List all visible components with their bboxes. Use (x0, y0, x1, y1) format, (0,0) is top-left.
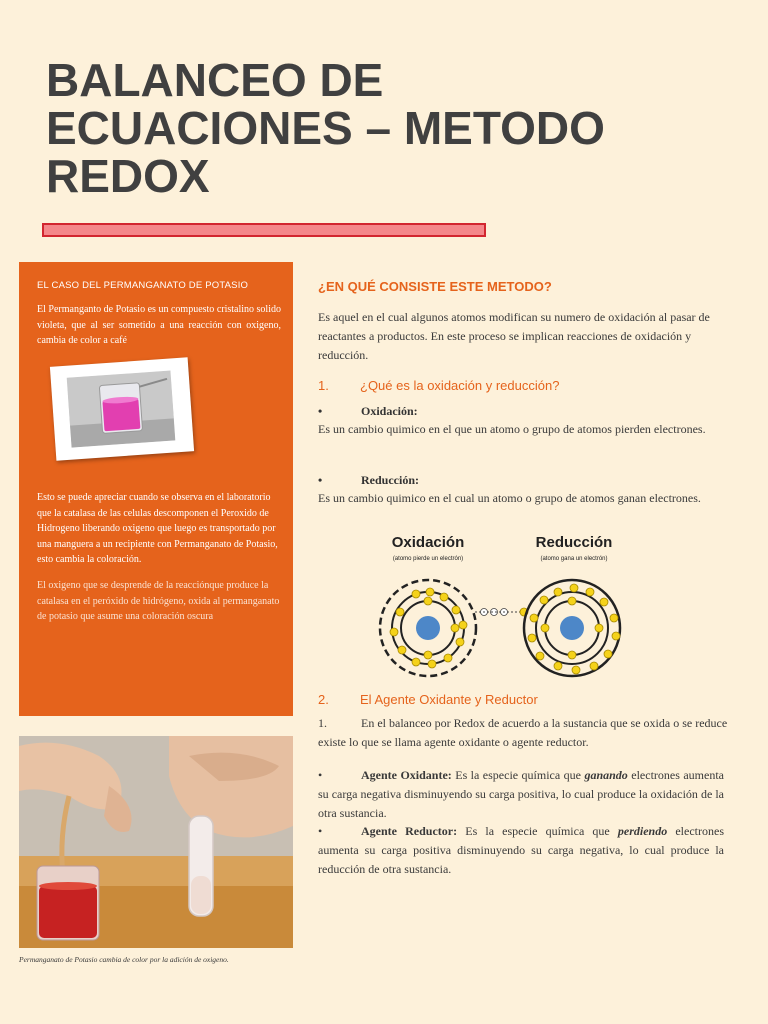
agente-reductor-paragraph (318, 822, 724, 879)
section-1-number: 1. (318, 378, 329, 393)
reduccion-term (318, 473, 738, 488)
agente-reductor-label: Agente Reductor: (361, 824, 458, 838)
agente-reductor-emph: perdiendo (617, 824, 668, 838)
sidebar-paragraph-3: El oxigeno que se desprende de la reacciónque produce la catalasa en el peróxido de hidrógeno, oxida al permanganato de potasio que asume una coloración oscura (37, 580, 280, 622)
section-2-title: El Agente Oxidante y Reductor (360, 692, 538, 707)
agente-oxidante-emph: ganando (584, 768, 628, 782)
section-1-heading (318, 378, 738, 393)
agente-oxidante-label: Agente Oxidante: (361, 768, 452, 782)
section-2-heading (318, 692, 738, 707)
beaker-photo (50, 357, 194, 460)
oxidizing-atom-icon (380, 580, 476, 676)
agente-oxidante-paragraph (318, 766, 724, 823)
section-2-number: 2. (318, 692, 329, 707)
sidebar-heading: EL CASO DEL PERMANGANATO DE POTASIO (37, 280, 249, 291)
sidebar-paragraph-1: El Permanganto de Potasio es un compuesto cristalino solido violeta, que al ser sometido a una reacción con oxigeno, cambia de color a café (37, 304, 281, 346)
title-line-3: REDOX (46, 150, 210, 202)
item-number: 1. (318, 716, 327, 730)
bullet-icon: • (318, 824, 323, 838)
sidebar-panel (19, 262, 293, 716)
reduccion-label: Reducción: (361, 473, 419, 487)
agente-reductor-pre: Es la especie química que (457, 824, 618, 838)
oxidacion-term (318, 404, 738, 419)
bullet-icon: • (318, 404, 323, 418)
bullet-icon: • (318, 473, 323, 487)
agente-oxidante-post: electrones aumenta su carga negativa disminuyendo su carga positiva, lo cual produce la oxidación de la otra sustancia. (318, 768, 725, 820)
oxidacion-label: Oxidación: (361, 404, 418, 418)
document-title (46, 56, 706, 200)
bullet-icon: • (318, 768, 323, 782)
diagram-reduccion-subtitle: (atomo gana un electrón) (540, 556, 608, 562)
redox-atom-diagram (372, 532, 634, 684)
title-line-2: ECUACIONES – METODO (46, 102, 605, 154)
pink-beaker-icon (67, 371, 176, 448)
main-heading: ¿EN QUÉ CONSISTE ESTE METODO? (318, 279, 552, 294)
photo-caption: Permanganato de Potasio cambia de color por la adición de oxigeno. (19, 955, 229, 964)
title-line-1: BALANCEO DE (46, 54, 384, 106)
sidebar-paragraph-2: Esto se puede apreciar cuando se observa en el laboratorio que la catalasa de las celulas descomponen el Peroxido de Hidrogeno liberando oxigeno que luego es transportado por una manguera a un recipiente con Permanganato de Potasio, esto cambia la coloración. (37, 492, 278, 565)
lab-hands-image (19, 736, 293, 948)
lab-photo (19, 736, 293, 948)
title-underline-bar (42, 223, 486, 237)
oxidacion-definition: Es un cambio quimico en el que un atomo o grupo de atomos pierden electrones. (318, 422, 706, 436)
numbered-paragraph (318, 714, 728, 752)
diagram-reduccion-title: Reducción (535, 534, 613, 551)
section-1-title: ¿Qué es la oxidación y reducción? (360, 378, 560, 393)
diagram-oxidacion-title: Oxidación (391, 534, 465, 551)
agente-oxidante-pre: Es la especie química que (451, 768, 585, 782)
atoms-icon (372, 570, 634, 684)
diagram-oxidacion-subtitle: (atomo pierde un electrón) (392, 556, 464, 562)
reducing-atom-icon (524, 580, 620, 676)
reduccion-definition: Es un cambio quimico en el cual un atomo o grupo de atomos ganan electrones. (318, 491, 701, 505)
item-text: En el balanceo por Redox de acuerdo a la sustancia que se oxida o se reduce existe lo que se llama agente oxidante o agente reductor. (318, 716, 728, 749)
agente-reductor-post: electrones aumenta su carga positiva disminuyendo su carga negativa, lo cual produce la reducción de otra sustancia. (318, 824, 724, 876)
intro-paragraph: Es aquel en el cual algunos atomos modifican su numero de oxidación al pasar de reactantes a productos. En este proceso se implican reacciones de oxidación y reducción. (318, 310, 710, 362)
beaker-image (67, 371, 176, 448)
